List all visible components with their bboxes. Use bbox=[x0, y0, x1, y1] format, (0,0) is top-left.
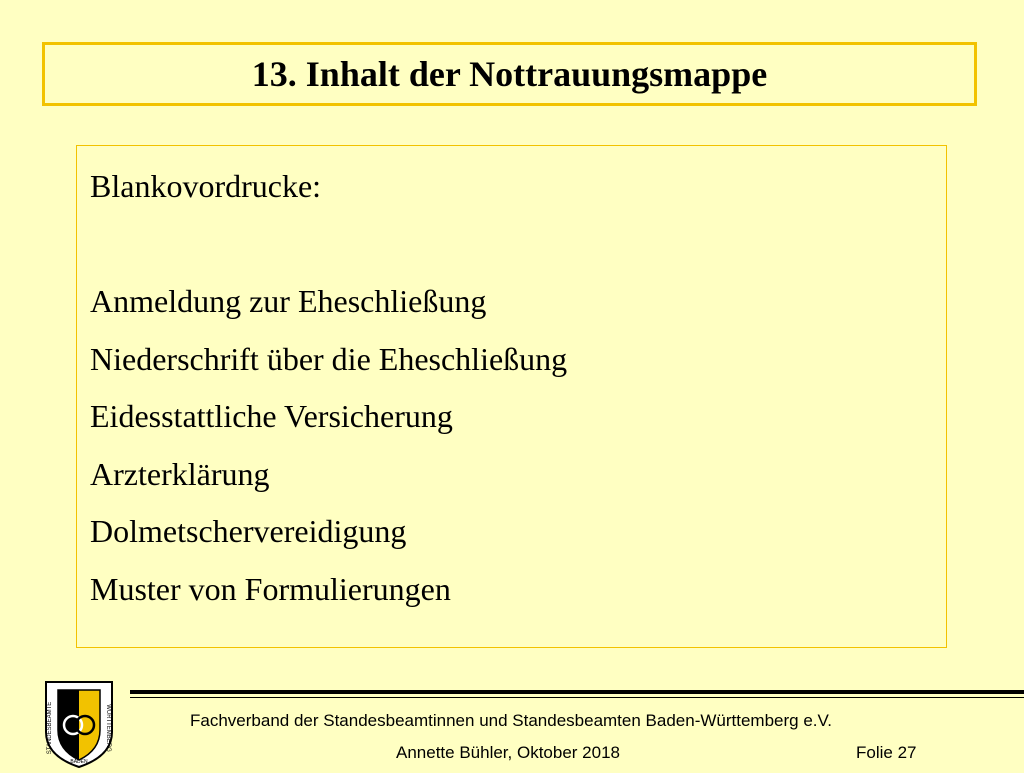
content-frame bbox=[76, 145, 947, 648]
svg-text:WÜRTTEMBERG: WÜRTTEMBERG bbox=[105, 704, 111, 752]
list-item: Anmeldung zur Eheschließung bbox=[90, 283, 487, 319]
svg-text:BADEN: BADEN bbox=[70, 759, 88, 765]
footer-rule-thin bbox=[130, 697, 1024, 698]
slide-title: 13. Inhalt der Nottrauungsmappe bbox=[251, 54, 768, 94]
list-item: Eidesstattliche Versicherung bbox=[90, 398, 453, 434]
footer-rule-thick bbox=[130, 690, 1024, 694]
spacer-line bbox=[90, 216, 946, 274]
footer-author-date: Annette Bühler, Oktober 2018 bbox=[396, 743, 620, 762]
content-heading: Blankovordrucke: bbox=[90, 168, 322, 204]
svg-text:STANDESBEAMTE: STANDESBEAMTE bbox=[47, 701, 53, 755]
list-item: Dolmetschervereidigung bbox=[90, 513, 407, 549]
title-frame bbox=[42, 42, 977, 106]
footer-slide-number: Folie 27 bbox=[856, 743, 917, 762]
list-item: Muster von Formulierungen bbox=[90, 570, 451, 607]
list-item: Arzterklärung bbox=[90, 455, 270, 492]
standesbeamte-baden-wuerttemberg-seal-icon bbox=[42, 680, 116, 768]
footer-organization: Fachverband der Standesbeamtinnen und Standesbeamten Baden-Württemberg e.V. bbox=[190, 711, 833, 730]
list-item: Niederschrift über die Eheschließung bbox=[90, 340, 568, 377]
